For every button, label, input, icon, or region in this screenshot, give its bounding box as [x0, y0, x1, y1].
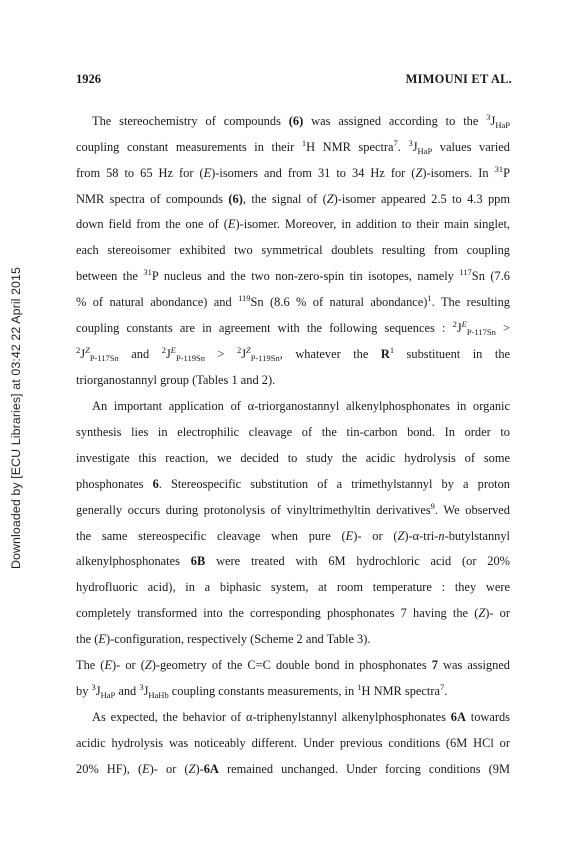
text-line-25: acidic hydrolysis was noticeably different. Under previous conditions (6M HCl or: [76, 736, 510, 750]
text-line-14: investigate this reaction, we decided to study the acidic hydrolysis of some: [76, 451, 510, 465]
text-line-22: The (E)- or (Z)-geometry of the C=C double bond in phosphonates 7 was assigned: [76, 658, 510, 672]
text-line-15: phosphonates 6. Stereospecific substitution of a trimethylstannyl by a proton: [76, 477, 510, 491]
download-margin-note: [2, 232, 30, 604]
text-line-7: between the $^{31}$P nucleus and the two non-zero-spin tin isotopes, namely $^{117}$Sn (7.6: [76, 267, 510, 283]
text-line-24: As expected, the behavior of α-triphenylstannyl alkenylphosphonates 6A towards: [92, 710, 510, 724]
text-line-5: down field from the one of (E)-isomer. Moreover, in addition to their main singlet,: [76, 217, 510, 231]
text-line-19: hydrofluoric acid), in a biphasic system, at room temperature : they were: [76, 580, 510, 594]
text-line-13: synthesis lies in electrophilic cleavage of the tin-carbon bond. In order to: [76, 425, 510, 439]
text-line-8: % of natural abondance) and $^{119}$Sn (8.6 % of natural abondance)$^1$. The resulting: [76, 293, 510, 309]
text-line-16: generally occurs during protonolysis of vinyltrimethyltin derivatives$^9$. We observed: [76, 501, 511, 517]
text-line-6: each stereoisomer exhibited two symmetrical doublets resulting from coupling: [76, 243, 510, 257]
text-line-21: the (E)-configuration, respectively (Scheme 2 and Table 3).: [76, 632, 371, 646]
text-line-26: 20% HF), (E)- or (Z)-6A remained unchanged. Under forcing conditions (9M: [76, 762, 510, 776]
text-line-10: $^2J^Z_{P-117Sn}$ and $^2J^E_{P-119Sn} > ^2J^Z_{P-119Sn}$, whatever the $R^1$ substituent in the: [76, 345, 511, 363]
text-line-4: NMR spectra of compounds (6), the signal of (Z)-isomer appeared 2.5 to 4.3 ppm: [76, 192, 510, 206]
text-line-20: completely transformed into the corresponding phosphonates 7 having the (Z)- or: [76, 606, 511, 620]
text-line-11: triorganostannyl group (Tables 1 and 2).: [76, 373, 276, 387]
text-line-3: from 58 to 65 Hz for (E)-isomers and from 31 to 34 Hz for (Z)-isomers. In $^{31}$P: [76, 164, 510, 180]
text-line-2: coupling constant measurements in their $^1$H NMR spectra$^7$. $^3J_{HaP}$ values varied: [76, 138, 510, 156]
running-head-authors: MIMOUNI ET AL.: [405, 72, 512, 86]
page-number: 1926: [76, 72, 101, 86]
text-line-18: alkenylphosphonates 6B were treated with 6M hydrochloric acid (or 20%: [76, 554, 511, 568]
text-line-1: The stereochemistry of compounds (6) was assigned according to the $^3J_{HaP}$: [92, 112, 510, 130]
text-line-12: An important application of α-triorganostannyl alkenylphosphonates in organic: [92, 399, 510, 413]
download-notice-text: Downloaded by [ECU Libraries] at 03:42 22 April 2015: [9, 266, 24, 570]
text-line-17: the same stereospecific cleavage when pure (E)- or (Z)-α-tri-n-butylstannyl: [76, 529, 510, 543]
text-line-23: by $^3J_{HaP}$ and $^3J_{HaHb}$ coupling constants measurements, in $^1$H NMR spectra$^7$.: [76, 682, 448, 700]
text-line-9: coupling constants are in agreement with the following sequences : $^2J^E_{P-117Sn}$ >: [76, 319, 510, 337]
